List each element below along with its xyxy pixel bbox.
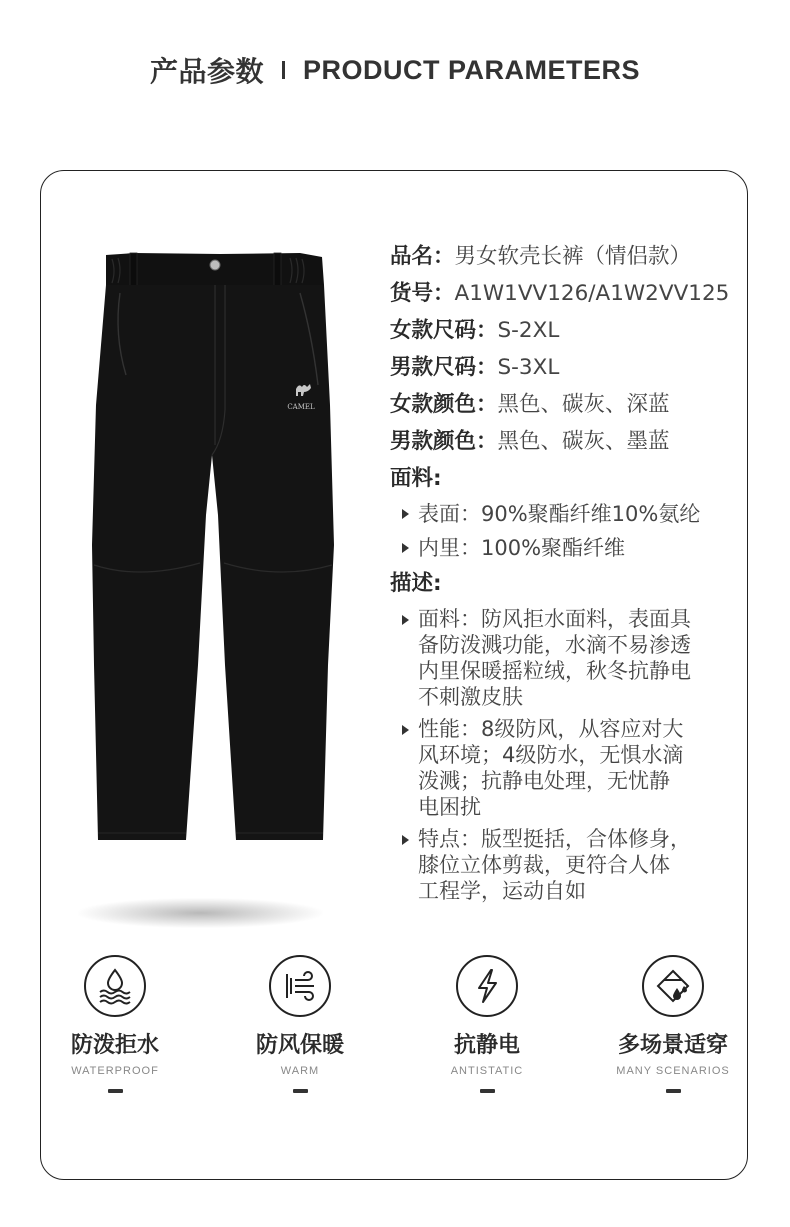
description-fabric: 面料：防风拒水面料，表面具 备防泼溅功能，水滴不易渗透 内里保暖摇粒绒，秋冬抗静电 不刺激皮肤: [390, 606, 740, 710]
feature-title: 防风保暖: [255, 1033, 344, 1058]
feature-subtitle: WARM: [280, 1065, 320, 1077]
feature-title: 多场景适穿: [617, 1033, 728, 1058]
description-heading: 描述:: [390, 571, 442, 596]
product-shadow: [78, 898, 323, 928]
fabric-item-lining: 内里：100%聚酯纤维: [390, 531, 740, 565]
bullet-icon: [402, 509, 409, 519]
parameters-list: [390, 238, 740, 910]
feature-scenarios: [578, 955, 768, 1093]
feature-subtitle: WATERPROOF: [71, 1065, 159, 1077]
fabric-heading: 面料:: [390, 466, 442, 491]
feature-warm: [205, 955, 395, 1093]
feature-waterproof: [20, 955, 210, 1093]
page-header: [0, 48, 790, 92]
scenarios-icon: [651, 964, 695, 1008]
param-men-color: 男款颜色：黑色、碳灰、墨蓝: [390, 429, 670, 454]
description-performance: 性能：8级防风，从容应对大 风环境；4级防水，无惧水滴 泼溅；抗静电处理，无忧静 电困扰: [390, 716, 740, 820]
wind-icon: [278, 964, 322, 1008]
param-men-size: 男款尺码：S-3XL: [390, 355, 560, 380]
param-women-color: 女款颜色：黑色、碳灰、深蓝: [390, 392, 670, 417]
header-title-en: PRODUCT PARAMETERS: [303, 54, 641, 85]
fabric-item-surface: 表面：90%聚酯纤维10%氨纶: [390, 497, 740, 531]
param-sku: 货号：A1W1VV126/A1W2VV125: [390, 281, 730, 306]
bullet-icon: [402, 615, 409, 625]
feature-dash: [293, 1089, 308, 1093]
bullet-icon: [402, 835, 409, 845]
header-separator: [282, 61, 285, 79]
water-drop-icon: [93, 964, 137, 1008]
feature-antistatic: [392, 955, 582, 1093]
feature-dash: [666, 1089, 681, 1093]
param-women-size: 女款尺码：S-2XL: [390, 318, 560, 343]
logo-text: CAMEL: [287, 403, 315, 411]
lightning-icon: [465, 964, 509, 1008]
feature-dash: [480, 1089, 495, 1093]
feature-subtitle: ANTISTATIC: [450, 1065, 524, 1077]
feature-subtitle: MANY SCENARIOS: [616, 1065, 730, 1077]
bullet-icon: [402, 543, 409, 553]
param-name: 品名：男女软壳长裤（情侣款）: [390, 244, 692, 269]
feature-title: 抗静电: [453, 1033, 520, 1058]
feature-title: 防泼拒水: [70, 1033, 159, 1058]
feature-dash: [108, 1089, 123, 1093]
bullet-icon: [402, 725, 409, 735]
product-pants-image: [90, 245, 340, 845]
description-features: 特点：版型挺括，合体修身， 膝位立体剪裁，更符合人体 工程学，运动自如: [390, 826, 740, 904]
header-title-cn: 产品参数: [149, 55, 264, 88]
